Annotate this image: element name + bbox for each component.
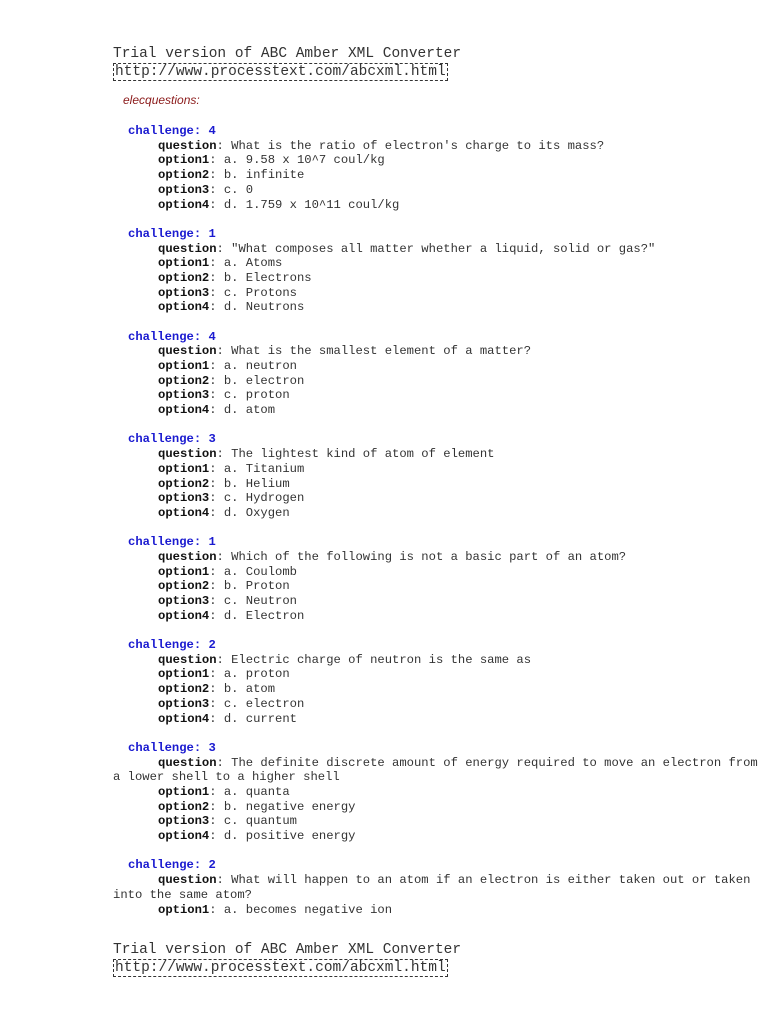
- challenge-block: [113, 535, 763, 623]
- option-text: d. Electron: [223, 608, 305, 623]
- option-line: [113, 903, 763, 918]
- challenge-key: challenge: [128, 432, 194, 447]
- option-colon: :: [209, 505, 224, 520]
- option-colon: :: [209, 667, 224, 682]
- option-text: a. Atoms: [223, 256, 283, 271]
- option-line: [113, 374, 763, 389]
- question-line: [113, 447, 763, 462]
- option-colon: :: [209, 491, 224, 506]
- option-line: [113, 594, 763, 609]
- question-colon: :: [216, 873, 232, 888]
- option-text: c. Neutron: [223, 594, 297, 609]
- option-colon: :: [209, 814, 224, 829]
- trial-banner-title: Trial version of ABC Amber XML Converter: [113, 942, 462, 958]
- option-line: [113, 271, 763, 286]
- challenge-key: challenge: [128, 226, 194, 241]
- challenge-line: [113, 638, 763, 653]
- option-text: d. current: [223, 711, 297, 726]
- option-line: [113, 359, 763, 374]
- trial-banner-bottom: [113, 942, 461, 977]
- option-colon: :: [209, 696, 224, 711]
- option-line: [113, 609, 763, 624]
- option-colon: :: [209, 153, 224, 168]
- question-text: What is the smallest element of a matter?: [231, 344, 532, 359]
- option-colon: :: [209, 256, 224, 271]
- option-key: option3: [158, 182, 210, 197]
- option-text: d. atom: [223, 403, 276, 418]
- challenge-value: 1: [208, 226, 216, 241]
- option-line: [113, 403, 763, 418]
- question-text: Which of the following is not a basic part of an atom?: [231, 549, 627, 564]
- option-text: c. proton: [223, 388, 290, 403]
- option-line: [113, 168, 763, 183]
- option-key: option4: [158, 711, 210, 726]
- section-heading: elecquestions:: [123, 93, 200, 107]
- option-line: [113, 506, 763, 521]
- option-key: option2: [158, 476, 210, 491]
- option-line: [113, 491, 763, 506]
- option-text: c. 0: [223, 182, 254, 197]
- option-colon: :: [209, 182, 224, 197]
- option-text: c. quantum: [223, 814, 297, 829]
- option-line: [113, 814, 763, 829]
- challenge-line: [113, 432, 763, 447]
- question-line: [113, 550, 763, 565]
- option-line: [113, 800, 763, 815]
- option-colon: :: [209, 594, 224, 609]
- option-text: a. becomes negative ion: [223, 902, 393, 917]
- option-line: [113, 785, 763, 800]
- option-key: option1: [158, 461, 210, 476]
- option-colon: :: [209, 285, 224, 300]
- option-key: option2: [158, 373, 210, 388]
- challenge-value: 2: [208, 858, 216, 873]
- challenge-line: [113, 535, 763, 550]
- option-line: [113, 667, 763, 682]
- option-text: a. proton: [223, 667, 290, 682]
- option-colon: :: [209, 359, 224, 374]
- challenge-key: challenge: [128, 858, 194, 873]
- option-key: option4: [158, 829, 210, 844]
- challenge-block: [113, 124, 763, 212]
- question-key: question: [158, 755, 217, 770]
- option-text: b. Proton: [223, 579, 290, 594]
- question-text: "What composes all matter whether a liquid, solid or gas?": [231, 241, 656, 256]
- question-line: [113, 139, 763, 154]
- question-key: question: [158, 447, 217, 462]
- challenge-key: challenge: [128, 535, 194, 550]
- option-key: option4: [158, 608, 210, 623]
- option-key: option1: [158, 564, 210, 579]
- option-line: [113, 829, 763, 844]
- option-text: a. Coulomb: [223, 564, 297, 579]
- question-colon: :: [216, 652, 232, 667]
- option-colon: :: [209, 373, 224, 388]
- option-text: d. Oxygen: [223, 505, 290, 520]
- option-colon: :: [209, 461, 224, 476]
- option-colon: :: [209, 784, 224, 799]
- question-key: question: [158, 873, 217, 888]
- option-key: option4: [158, 300, 210, 315]
- option-key: option1: [158, 902, 210, 917]
- question-list: [113, 124, 766, 932]
- challenge-block: [113, 638, 763, 726]
- option-colon: :: [209, 388, 224, 403]
- option-key: option1: [158, 667, 210, 682]
- option-text: a. 9.58 x 10^7 coul/kg: [223, 153, 385, 168]
- question-text: What is the ratio of electron's charge to its mass?: [231, 138, 605, 153]
- challenge-block: [113, 432, 763, 520]
- challenge-value: 3: [208, 740, 216, 755]
- option-line: [113, 682, 763, 697]
- trial-banner-title: Trial version of ABC Amber XML Converter: [113, 46, 462, 62]
- question-colon: :: [216, 344, 232, 359]
- question-key: question: [158, 652, 217, 667]
- option-line: [113, 300, 763, 315]
- question-line: [113, 873, 763, 902]
- challenge-block: [113, 740, 766, 844]
- option-colon: :: [209, 197, 224, 212]
- question-key: question: [158, 138, 217, 153]
- question-text: The lightest kind of atom of element: [231, 447, 495, 462]
- challenge-colon: :: [193, 432, 209, 447]
- option-line: [113, 198, 763, 213]
- option-text: c. Protons: [223, 285, 297, 300]
- question-key: question: [158, 241, 217, 256]
- question-line: [113, 653, 763, 668]
- question-line: [113, 242, 763, 257]
- option-colon: :: [209, 682, 224, 697]
- option-colon: :: [209, 902, 224, 917]
- challenge-colon: :: [193, 535, 209, 550]
- option-text: b. atom: [223, 682, 276, 697]
- challenge-line: [113, 227, 763, 242]
- challenge-line: [113, 124, 763, 139]
- challenge-value: 4: [208, 329, 216, 344]
- option-key: option4: [158, 197, 210, 212]
- challenge-colon: :: [193, 226, 209, 241]
- option-text: d. positive energy: [223, 829, 356, 844]
- option-colon: :: [209, 799, 224, 814]
- challenge-colon: :: [193, 638, 209, 653]
- option-text: b. electron: [223, 373, 305, 388]
- challenge-value: 3: [208, 432, 216, 447]
- option-line: [113, 477, 763, 492]
- option-colon: :: [209, 476, 224, 491]
- question-key: question: [158, 549, 217, 564]
- challenge-block: [113, 858, 763, 917]
- option-key: option2: [158, 579, 210, 594]
- option-key: option2: [158, 682, 210, 697]
- challenge-key: challenge: [128, 638, 194, 653]
- question-colon: :: [216, 549, 232, 564]
- option-text: c. Hydrogen: [223, 491, 305, 506]
- option-text: c. electron: [223, 696, 305, 711]
- option-text: d. Neutrons: [223, 300, 305, 315]
- challenge-colon: :: [193, 740, 209, 755]
- challenge-line: [113, 741, 763, 756]
- challenge-colon: :: [193, 329, 209, 344]
- trial-banner-top: [113, 46, 461, 81]
- option-colon: :: [209, 168, 224, 183]
- question-colon: :: [216, 755, 232, 770]
- question-colon: :: [216, 138, 232, 153]
- option-key: option4: [158, 403, 210, 418]
- challenge-key: challenge: [128, 329, 194, 344]
- challenge-colon: :: [193, 124, 209, 138]
- option-line: [113, 697, 763, 712]
- option-key: option3: [158, 491, 210, 506]
- option-text: a. Titanium: [223, 461, 305, 476]
- question-text: What will happen to an atom if an electron is either taken out or taken into the same atom?: [113, 873, 758, 902]
- option-key: option2: [158, 270, 210, 285]
- option-line: [113, 183, 763, 198]
- question-colon: :: [216, 447, 232, 462]
- option-text: a. neutron: [223, 359, 297, 374]
- option-line: [113, 256, 763, 271]
- option-line: [113, 286, 763, 301]
- challenge-key: challenge: [128, 740, 194, 755]
- trial-banner-link[interactable]: http://www.processtext.com/abcxml.html: [115, 64, 446, 80]
- challenge-block: [113, 227, 763, 315]
- challenge-value: 2: [208, 638, 216, 653]
- challenge-colon: :: [193, 858, 209, 873]
- option-key: option1: [158, 359, 210, 374]
- question-text: Electric charge of neutron is the same as: [231, 652, 532, 667]
- option-key: option2: [158, 799, 210, 814]
- option-text: b. infinite: [223, 168, 305, 183]
- option-line: [113, 712, 763, 727]
- question-colon: :: [216, 241, 232, 256]
- option-colon: :: [209, 579, 224, 594]
- option-line: [113, 579, 763, 594]
- question-text: The definite discrete amount of energy required to move an electron from a lower shell to a higher shell: [113, 755, 766, 785]
- option-text: b. Electrons: [223, 270, 312, 285]
- option-colon: :: [209, 711, 224, 726]
- question-key: question: [158, 344, 217, 359]
- challenge-line: [113, 330, 763, 345]
- option-key: option3: [158, 814, 210, 829]
- question-line: [113, 755, 766, 785]
- option-text: b. negative energy: [223, 799, 356, 814]
- option-key: option1: [158, 256, 210, 271]
- option-key: option2: [158, 168, 210, 183]
- option-text: a. quanta: [223, 784, 290, 799]
- option-key: option1: [158, 153, 210, 168]
- option-key: option4: [158, 505, 210, 520]
- option-colon: :: [209, 829, 224, 844]
- trial-banner-link[interactable]: http://www.processtext.com/abcxml.html: [115, 960, 446, 976]
- option-line: [113, 388, 763, 403]
- challenge-value: 4: [208, 124, 216, 138]
- challenge-line: [113, 858, 763, 873]
- challenge-key: challenge: [128, 124, 194, 138]
- option-line: [113, 462, 763, 477]
- option-key: option3: [158, 388, 210, 403]
- option-key: option1: [158, 784, 210, 799]
- option-colon: :: [209, 270, 224, 285]
- question-line: [113, 344, 763, 359]
- option-key: option3: [158, 696, 210, 711]
- option-line: [113, 565, 763, 580]
- challenge-block: [113, 330, 763, 418]
- option-colon: :: [209, 564, 224, 579]
- option-key: option3: [158, 594, 210, 609]
- challenge-value: 1: [208, 535, 216, 550]
- option-text: b. Helium: [223, 476, 290, 491]
- option-colon: :: [209, 300, 224, 315]
- option-colon: :: [209, 608, 224, 623]
- option-key: option3: [158, 285, 210, 300]
- option-line: [113, 153, 763, 168]
- option-text: d. 1.759 x 10^11 coul/kg: [223, 197, 400, 212]
- option-colon: :: [209, 403, 224, 418]
